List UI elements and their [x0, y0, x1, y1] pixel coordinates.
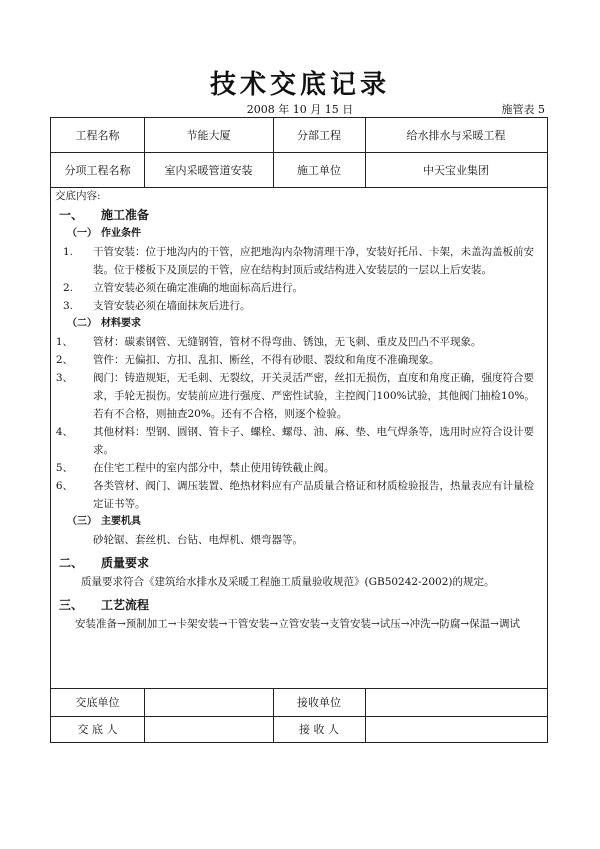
item-text: 其他材料：型钢、圆钢、管卡子、螺栓、螺母、油、麻、垫、电气焊条等，选用时应符合设计要求。 — [93, 426, 534, 456]
receive-person-label: 接 收 人 — [299, 723, 339, 736]
section-number: 三、 — [59, 598, 84, 612]
section-title: 施工准备 — [101, 208, 150, 222]
item-text: 管件：无偏扣、方扣、乱扣、断丝，不得有砂眼、裂纹和角度不准确现象。 — [93, 354, 440, 366]
list-item — [51, 279, 547, 297]
item-number: 1. — [62, 246, 73, 258]
document-title: 技术交底记录 — [209, 70, 390, 100]
document-date: 2008 年 10 月 15 日 — [246, 103, 354, 116]
table-divider — [365, 688, 366, 742]
item-number: 3、 — [55, 372, 73, 384]
subproject-value: 室内采暖管道安装 — [164, 163, 253, 177]
tools-text: 砂轮锯、套丝机、台钻、电焊机、煨弯器等。 — [93, 534, 303, 546]
section-title: 工艺流程 — [101, 598, 150, 612]
subproject-label: 分项工程名称 — [64, 163, 131, 177]
form-number: 施管表 5 — [501, 103, 545, 116]
subsection-number: （一） — [67, 228, 97, 239]
list-item — [51, 243, 547, 279]
subsection-number: （三） — [67, 516, 97, 527]
receive-unit-label: 接收单位 — [297, 696, 341, 709]
contractor-value: 中天宝业集团 — [423, 163, 489, 177]
section-heading — [51, 553, 547, 573]
list-item — [51, 333, 547, 351]
section-title: 质量要求 — [101, 556, 150, 570]
handover-content — [51, 187, 547, 633]
project-name-label: 工程名称 — [75, 129, 120, 142]
table-divider — [144, 688, 145, 742]
item-number: 4、 — [55, 426, 73, 438]
item-number: 1、 — [55, 336, 73, 348]
list-item — [51, 477, 547, 513]
list-item — [51, 459, 547, 477]
item-text: 干管安装：位于地沟内的干管，应把地沟内杂物清理干净，安装好托吊、卡架，未盖沟盖板前安装。位于楼板下及顶层的干管，应在结构封顶后或结构进入安装层的一层以上后安装。 — [93, 246, 534, 276]
section-number: 二、 — [59, 556, 84, 570]
section-heading — [51, 595, 547, 615]
item-number: 6、 — [55, 480, 73, 492]
item-number: 5、 — [55, 462, 73, 474]
subsection-title: 材料要求 — [101, 318, 141, 329]
subsection-number: （二） — [67, 318, 97, 329]
list-item — [51, 351, 547, 369]
list-item — [51, 423, 547, 459]
content-label: 交底内容: — [55, 190, 101, 202]
list-item — [51, 297, 547, 315]
item-text: 在住宅工程中的室内部分中，禁止使用铸铁截止阀。 — [93, 462, 335, 474]
subsection-title: 主要机具 — [101, 516, 141, 527]
section-heading — [51, 205, 547, 225]
item-text: 立管安装必须在确定准确的地面标高后进行。 — [93, 282, 303, 294]
section-number: 一、 — [59, 208, 84, 222]
process-flow-text: 安装准备→预制加工→卡架安装→干管安装→立管安装→支管安装→试压→冲洗→防腐→保温→调试 — [75, 618, 520, 630]
quality-text: 质量要求符合《建筑给水排水及采暖工程施工质量验收规范》(GB50242-2002)的规定。 — [81, 576, 495, 588]
item-number: 3. — [62, 300, 73, 312]
item-text: 各类管材、阀门、调压装置、绝热材料应有产品质量合格证和材质检验报告，热量表应有计量检定证书等。 — [93, 480, 534, 510]
division-label: 分部工程 — [297, 129, 341, 142]
item-text: 支管安装必须在墙面抹灰后进行。 — [93, 300, 251, 312]
subsection-heading — [51, 225, 547, 243]
subsection-heading — [51, 513, 547, 531]
division-value: 给水排水与采暖工程 — [406, 129, 506, 142]
record-table — [50, 117, 548, 743]
project-name-value: 节能大厦 — [186, 129, 231, 142]
handover-person-label: 交 底 人 — [77, 723, 118, 736]
handover-unit-label: 交底单位 — [75, 696, 120, 709]
subsection-title: 作业条件 — [101, 228, 141, 239]
subsection-heading — [51, 315, 547, 333]
item-number: 2、 — [55, 354, 73, 366]
item-text: 管材：碳素钢管、无缝钢管，管材不得弯曲、锈蚀，无飞刺、重皮及凹凸不平现象。 — [93, 336, 482, 348]
contractor-label: 施工单位 — [297, 163, 341, 177]
item-number: 2. — [62, 282, 73, 294]
item-text: 阀门：铸造规矩，无毛刺、无裂纹，开关灵活严密，丝扣无损伤，直度和角度正确，强度符合要求，手轮无损伤。安装前应进行强度、严密性试验，主控阀门100%试验，其他阀门抽检10%。若有不合格，则抽查20%。还有不合格，则逐个检验。 — [93, 372, 535, 420]
list-item — [51, 369, 547, 423]
